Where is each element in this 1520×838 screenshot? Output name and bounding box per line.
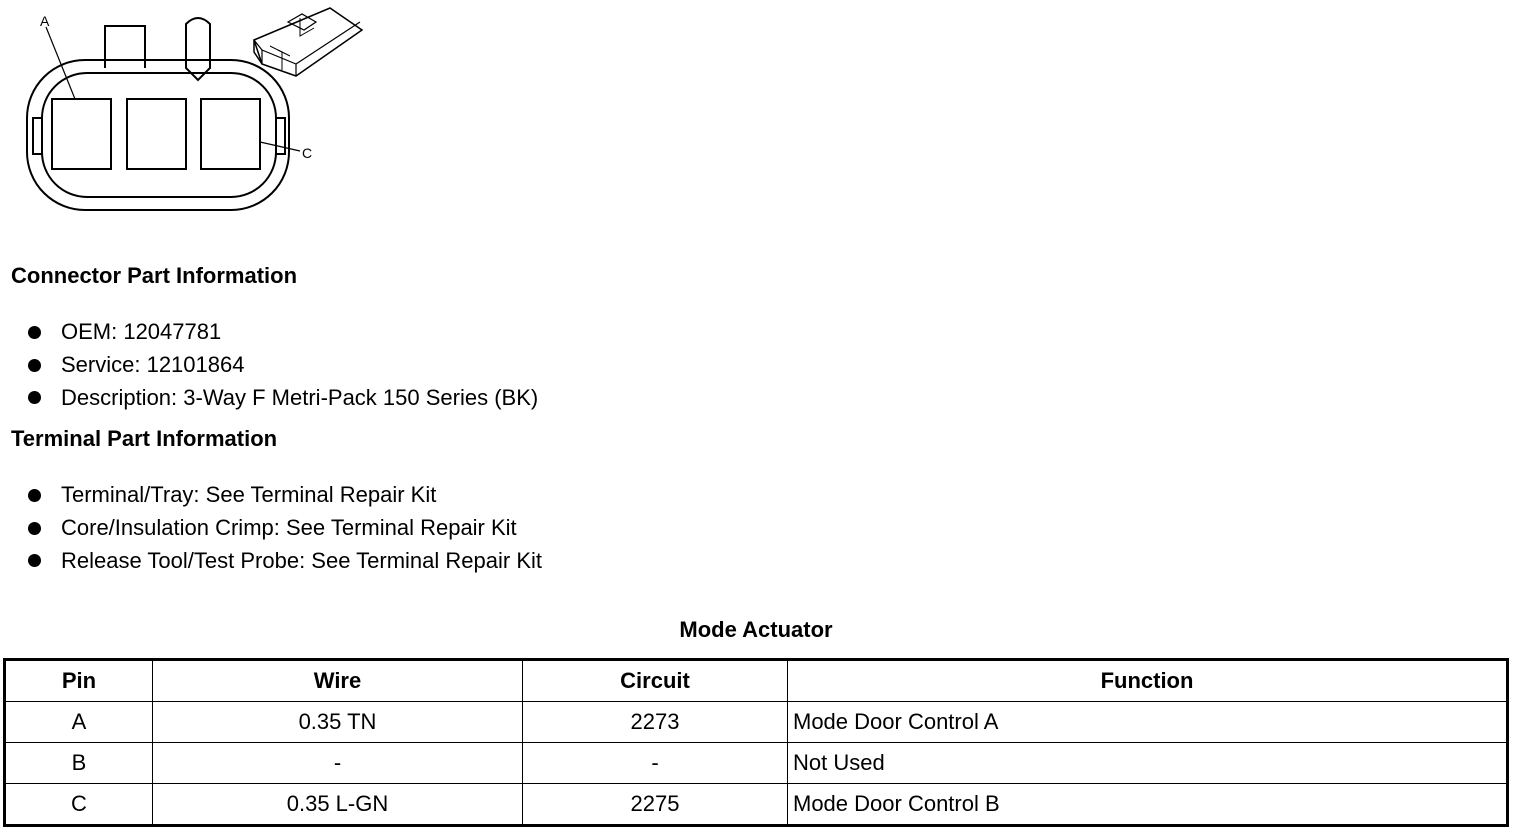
terminal-part-heading: Terminal Part Information: [11, 426, 278, 451]
connector-part-heading: Connector Part Information: [11, 263, 298, 288]
pinout-table: [5, 660, 1507, 825]
header-pin: Pin: [6, 661, 153, 702]
list-item: [28, 349, 538, 382]
cell-circuit: 2273: [523, 702, 788, 743]
callout-a-label: A: [40, 13, 50, 29]
list-item: [28, 479, 542, 512]
callout-c-label: C: [302, 145, 313, 161]
connector-part-list: [28, 316, 538, 414]
terminal-tray: Terminal/Tray: See Terminal Repair Kit: [61, 482, 437, 508]
cell-circuit: 2275: [523, 784, 788, 825]
connector-diagram: [0, 0, 380, 220]
connector-oem: OEM: 12047781: [61, 319, 222, 345]
terminal-release-tool: Release Tool/Test Probe: See Terminal Repair Kit: [61, 547, 542, 573]
bullet-icon: [28, 522, 41, 535]
cell-function: Mode Door Control A: [788, 702, 1507, 743]
bullet-icon: [28, 359, 41, 372]
cell-pin: C: [6, 784, 153, 825]
table-row: [6, 702, 1507, 743]
header-circuit: Circuit: [523, 661, 788, 702]
header-function: Function: [788, 661, 1507, 702]
list-item: [28, 316, 538, 349]
bullet-icon: [28, 554, 41, 567]
table-title: Mode Actuator: [679, 617, 833, 642]
header-wire: Wire: [153, 661, 523, 702]
cell-wire: -: [153, 743, 523, 784]
cell-function: Mode Door Control B: [788, 784, 1507, 825]
list-item: [28, 382, 538, 415]
cell-pin: B: [6, 743, 153, 784]
cell-circuit: -: [523, 743, 788, 784]
table-header-row: [6, 661, 1507, 702]
cell-pin: A: [6, 702, 153, 743]
connector-service: Service: 12101864: [61, 352, 245, 378]
cell-wire: 0.35 L-GN: [153, 784, 523, 825]
table-row: [6, 784, 1507, 825]
list-item: [28, 545, 542, 578]
table-row: [6, 743, 1507, 784]
list-item: [28, 512, 542, 545]
cell-function: Not Used: [788, 743, 1507, 784]
bullet-icon: [28, 489, 41, 502]
terminal-part-list: [28, 479, 542, 577]
connector-description: Description: 3-Way F Metri-Pack 150 Series (BK): [61, 384, 539, 410]
bullet-icon: [28, 326, 41, 339]
cell-wire: 0.35 TN: [153, 702, 523, 743]
bullet-icon: [28, 391, 41, 404]
terminal-crimp: Core/Insulation Crimp: See Terminal Repair Kit: [61, 515, 517, 541]
